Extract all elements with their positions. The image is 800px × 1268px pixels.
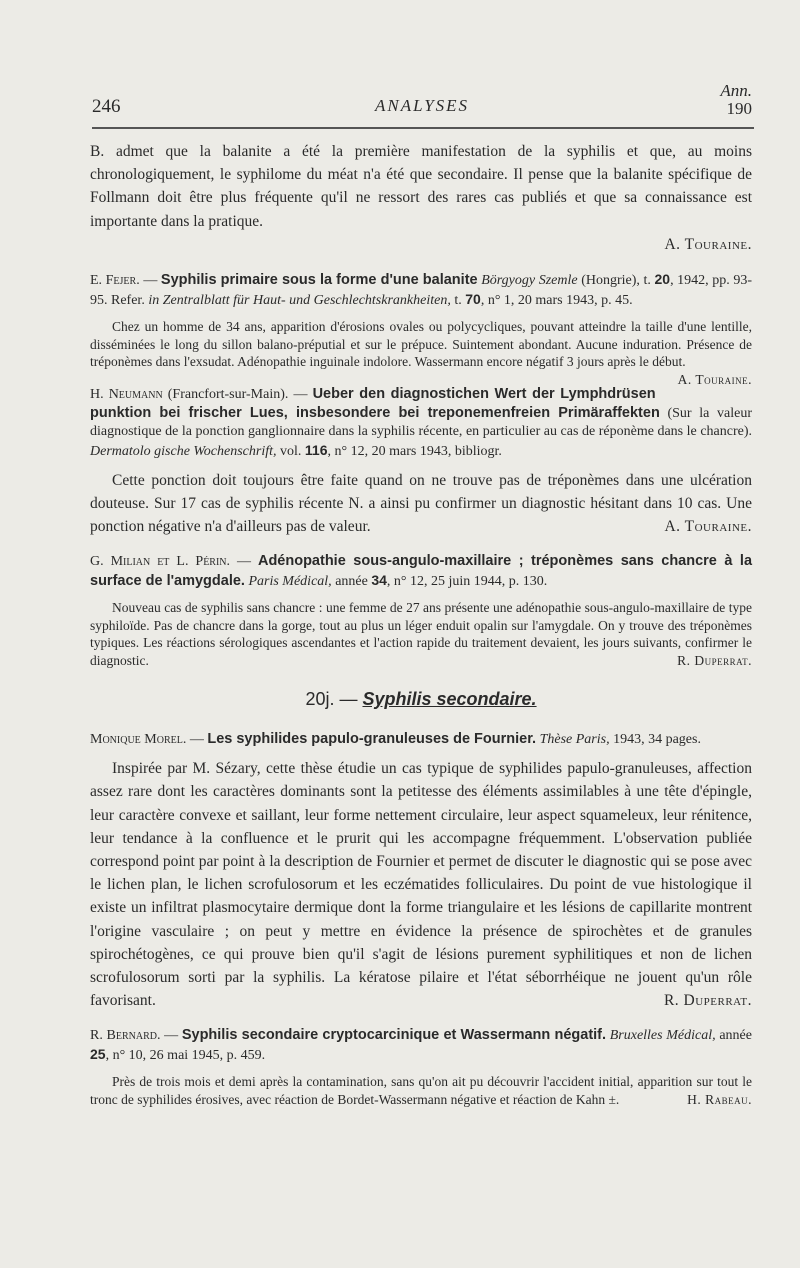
entry-reference [90, 730, 752, 749]
entry-body-text: Près de trois mois et demi après la contamination, sans qu'on ait pu découvrir l'accident initial, apparition sur tout le tronc de syphilides érosives, avec réaction de Bordet-Wassermann négative et réaction de Kahn ±. [90, 1074, 752, 1107]
entry-journal: in Zentralblatt für Haut- und Geschlechtskrankheiten, [148, 293, 451, 309]
entry-dash: — [139, 273, 161, 289]
entry-dash: — [230, 554, 258, 570]
entry-bernard [90, 1026, 752, 1108]
entry-journal: Dermatolo gische Wochenschrift, [90, 443, 277, 459]
section-title: Syphilis secondaire. [362, 689, 537, 710]
entry-journal-volume: 25 [90, 1046, 106, 1063]
entry-milian [90, 552, 752, 669]
entry-author: R. Bernard. [90, 1028, 161, 1044]
entry-author: Monique Morel. [90, 732, 187, 748]
entry-journal-t: t. [450, 293, 466, 309]
entry-journal-rest: , n° 12, 25 juin 1944, p. 130. [386, 574, 548, 590]
entry-title: Syphilis secondaire cryptocarcinique et Wassermann négatif. [181, 1027, 607, 1044]
entry-signature: A. Touraine. [677, 371, 752, 387]
entry-body-text: Chez un homme de 34 ans, apparition d'érosions ovales ou polycycliques, pouvant atteindre la taille d'une lentille, disséminées le long du sillon balano-préputial et sur le prépuce. Suintement abondant. Aucune induration. Présence de tréponèmes dans l'exsudat. Adénopathie inguinale indolore. Wassermann encore négatif 3 jours après le début. [90, 319, 752, 370]
entry-body [90, 757, 752, 1012]
entry-body [90, 1073, 752, 1108]
entry-body-text: Cette ponction doit toujours être faite quand on ne trouve pas de tréponèmes dans une ulcération douteuse. Sur 17 cas de syphilis récente N. a ainsi pu confirmer un diagnostic hésitant dans 10 cas. Une ponction négative n'a d'ailleurs pas de valeur. [90, 471, 752, 535]
entry-body: B. admet que la balanite a été la première manifestation de la syphilis et que, au moins chronologiquement, le syphilome du méat n'a été que secondaire. Il pense que la balanite spécifique de Follmann doit être plus fréquente qu'il ne ressort des rares cas publiés et que sa connaissance est importante dans la pratique. [90, 143, 752, 230]
entry-continuation [90, 140, 752, 256]
entry-subtitle: (Sur la valeur diagnostique de la ponction ganglionnaire dans la syphilis récente, en particulier au cas de réponème dans le chancre). [90, 405, 753, 439]
entry-signature: R. Duperrat. [677, 652, 752, 668]
entry-journal-vol-pre: vol. [276, 443, 305, 459]
page-header [92, 82, 752, 122]
page-content [90, 140, 752, 1108]
entry-author: H. Neumann [90, 386, 163, 402]
entry-title: Ueber den diagnostichen Wert der Lymphdrüsen punktion bei frischer Lues, insbesondere bei treponemenfreien Primäraffekten [90, 385, 660, 421]
entry-dash: — [160, 1028, 182, 1044]
entry-source-rest: (Hongrie), t. [581, 273, 655, 289]
entry-journal-rest: , n° 12, 20 mars 1943, bibliogr. [327, 443, 502, 459]
page-number: 246 [92, 96, 121, 117]
entry-journal-pre: année [715, 1028, 752, 1044]
header-rule [92, 127, 754, 129]
entry-journal-rest: , n° 10, 26 mai 1945, p. 459. [105, 1048, 266, 1064]
entry-body [90, 469, 752, 539]
entry-title: Adénopathie sous-angulo-maxillaire ; tréponèmes sans chancre à la surface de l'amygdale. [90, 553, 753, 590]
entry-morel [90, 730, 752, 1012]
entry-journal-rest: , n° 1, 20 mars 1943, p. 45. [480, 293, 633, 309]
entry-journal: Bruxelles Médical, [606, 1028, 716, 1044]
annee-label: Ann. [720, 81, 752, 100]
entry-journal-volume: 70 [465, 291, 481, 308]
entry-signature: H. Rabeau. [687, 1091, 752, 1107]
entry-source-pages: , 1942, pp. 93-95. Refer. [90, 273, 753, 309]
entry-author: G. Milian et L. Périn. [90, 554, 231, 570]
entry-signature: R. Duperrat. [663, 992, 752, 1010]
entry-volume: 20 [654, 271, 671, 288]
entry-reference [90, 552, 752, 591]
entry-neumann [90, 385, 752, 539]
entry-journal: Paris Médical, [244, 574, 332, 590]
entry-source: Börgyogy Szemle [481, 273, 578, 289]
entry-journal-volume: 34 [371, 572, 387, 589]
entry-fejer [90, 270, 753, 387]
entry-body [90, 318, 752, 387]
entry-signature: A. Touraine. [664, 235, 752, 253]
entry-reference [90, 1026, 752, 1065]
entry-body-text: Nouveau cas de syphilis sans chancre : une femme de 27 ans présente une adénopathie sous-angulo-maxillaire de type syphiloïde. Pas de chancre dans la gorge, tout au plus un léger enduit opalin sur l'amygdale. On y trouve des tréponèmes typiques. Les réactions sérologiques ascendantes et l'action rapide du traitement devaient, les jours suivants, confirmer le diagnostic. [90, 600, 752, 668]
entry-journal-volume: 116 [304, 441, 328, 458]
section-code: 20j. [305, 689, 335, 710]
entry-dash: — [186, 732, 208, 748]
entry-place: (Francfort-sur-Main). [162, 386, 289, 402]
entry-source-rest: 1943, 34 pages. [609, 732, 701, 748]
entry-body [90, 599, 752, 669]
entry-reference [90, 385, 752, 461]
entry-title: Les syphilides papulo-granuleuses de Fournier. [207, 731, 537, 748]
entry-signature: A. Touraine. [664, 517, 752, 535]
entry-title: Syphilis primaire sous la forme d'une balanite [160, 272, 478, 289]
entry-journal-pre: année [331, 574, 372, 590]
section-heading [90, 689, 752, 710]
entry-author: E. Fejer. [90, 273, 140, 289]
entry-reference [90, 270, 752, 310]
running-title: ANALYSES [374, 96, 470, 115]
annee-marker [720, 82, 752, 118]
annee-year: 190 [726, 99, 752, 118]
section-dash: — [334, 689, 363, 710]
entry-source: Thèse Paris, [536, 732, 610, 748]
entry-body-text: Inspirée par M. Sézary, cette thèse étudie un cas typique de syphilides papulo-granuleuses, affection assez rare dont les caractères dominants sont la petitesse des éléments assimilables à une tête d'épingle, leur caractère convexe et saillant, leur forme nettement circulaire, leur aspect squameleux, leur rénitence, leur tendance à la confluence et le prurit qui les accompagne fréquemment. L'observation publiée correspond point par point à la description de Fournier et permet de discuter le diagnostic qui se pose avec le lichen plan, le lichen scrofulosorum et les eczématides folliculaires. Du point de vue histologique il existe un infiltrat plasmocytaire dermique dont la forme triangulaire et les lésions de capillarite montrent l'origine vasculaire ; on peut y mettre en évidence la présence de spirochètes et de granules spirochétogènes, ce qui prouve bien qu'il s'agit de lésions purement syphilitiques et non de lichen scrofulosorum sorti par la syphilis. La kératose pilaire et l'état séborrhéique ne jouent qu'un rôle favorisant. [90, 760, 752, 1010]
entry-dash: — [288, 386, 313, 402]
